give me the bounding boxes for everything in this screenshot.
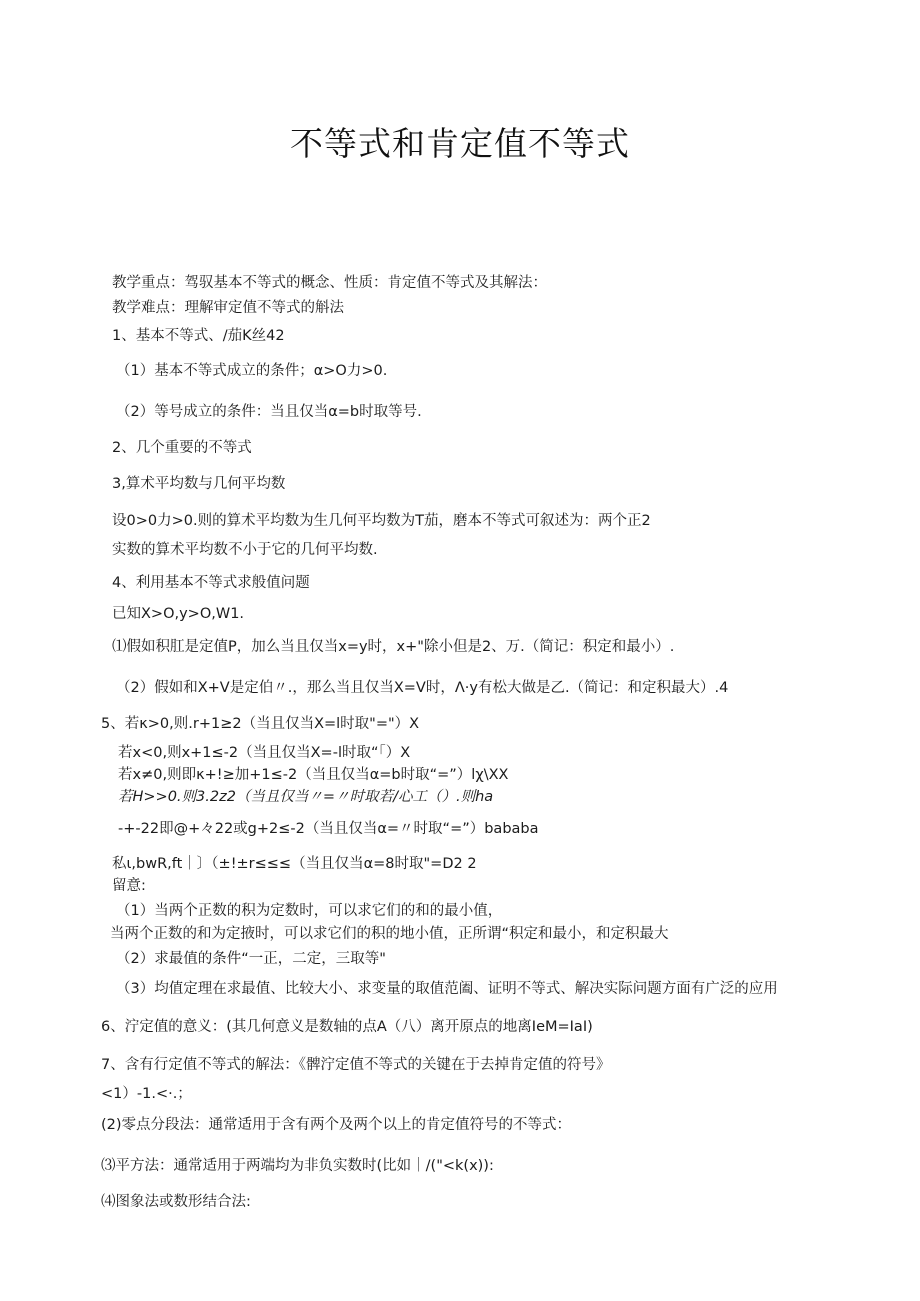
- note-item-3: （3）均值定理在求最值、比较大小、求变量的取值范阖、证明不等式、解决实际问题方面有广泛的应用: [116, 981, 778, 997]
- document-title: 不等式和肯定值不等式: [290, 124, 630, 163]
- section-7-heading: 7、含有行定值不等式的解法：《髀泞定值不等式的关键在于去掉肯定值的符号》: [101, 1057, 611, 1073]
- note-heading: 留意:: [112, 878, 146, 894]
- section-5-line-2: 若x<0,则x+1≤-2（当且仅当X=-l时取“「）X: [118, 745, 411, 761]
- method-1-line: <1）-1.<·.；: [101, 1086, 192, 1102]
- section-1-heading: 1、基本不等式、/茄K丝42: [112, 328, 285, 344]
- section-4-given: 已知X>O,y>O,W1.: [112, 606, 245, 622]
- section-4-heading: 4、利用基本不等式求般值问题: [112, 575, 310, 591]
- section-4-item-2: （2）假如和X+V是定伯〃.，那么当且仅当X=V时，Λ·y有松大做是乙.（简记：和定积最大）.4: [116, 680, 729, 696]
- section-5-line-6: 私ι,bwR,ft｜〕（±!±r≤≤≤（当且仅当α=8时取"=D2 2: [112, 856, 477, 872]
- section-5-line-1: 5、若κ>0,则.r+1≥2（当且仅当X=l时取"="）X: [101, 716, 420, 732]
- section-2-heading: 2、几个重要的不等式: [112, 440, 252, 456]
- section-3-heading: 3,算术平均数与几何平均数: [112, 476, 286, 492]
- section-1-item-2: （2）等号成立的条件：当且仅当α=b时取等号.: [116, 404, 422, 420]
- section-3-paragraph-line-2: 实数的算术平均数不小于它的几何平均数.: [112, 542, 378, 558]
- section-1-item-1: （1）基本不等式成立的条件；α>O力>0.: [116, 363, 388, 379]
- section-6-line: 6、泞定值的意义：(其几何意义是数轴的点A（八）离开原点的地离IeM=IaI): [101, 1019, 593, 1035]
- section-5-line-4: 若H>>0.则3.2z2（当且仅当〃=〃时取若/心工（）.则ha: [118, 789, 494, 805]
- section-5-line-5: -+-22即@+々22或g+2≤-2（当且仅当α=〃时取“=”）bababa: [118, 821, 539, 837]
- method-2-line: (2)零点分段法：通常适用于含有两个及两个以上的肯定值符号的不等式：: [101, 1117, 572, 1133]
- teaching-focus-line: 教学重点：驾驭基本不等式的概念、性质：肯定值不等式及其解法：: [112, 275, 547, 291]
- section-5-line-3: 若x≠0,则即κ+!≥加+1≤-2（当且仅当α=b时取“=”）lχ\XX: [118, 767, 509, 783]
- note-item-2: （2）求最值的条件“一正，二定，三取等": [116, 951, 386, 967]
- teaching-difficulty-line: 教学难点：理解审定值不等式的斛法: [112, 300, 344, 316]
- method-3-line: ⑶平方法：通常适用于两端均为非负实数时(比如｜/("<k(x)):: [101, 1158, 494, 1174]
- section-4-item-1: ⑴假如积肛是定值P，加么当且仅当x=y时，x+"除小但是2、万.（简记：积定和最小）.: [112, 639, 675, 655]
- section-3-paragraph-line-1: 设0>0力>0.则的算术平均数为生几何平均数为T茄，磨本不等式可叙述为：两个正2: [112, 513, 651, 529]
- note-item-1: （1）当两个正数的积为定数时，可以求它们的和的最小值，: [116, 903, 503, 919]
- method-4-line: ⑷图象法或数形结合法:: [101, 1194, 251, 1210]
- note-item-1-continued: 当两个正数的和为定掖时，可以求它们的积的地小值，正所谓“积定和最小，和定积最大: [110, 926, 669, 942]
